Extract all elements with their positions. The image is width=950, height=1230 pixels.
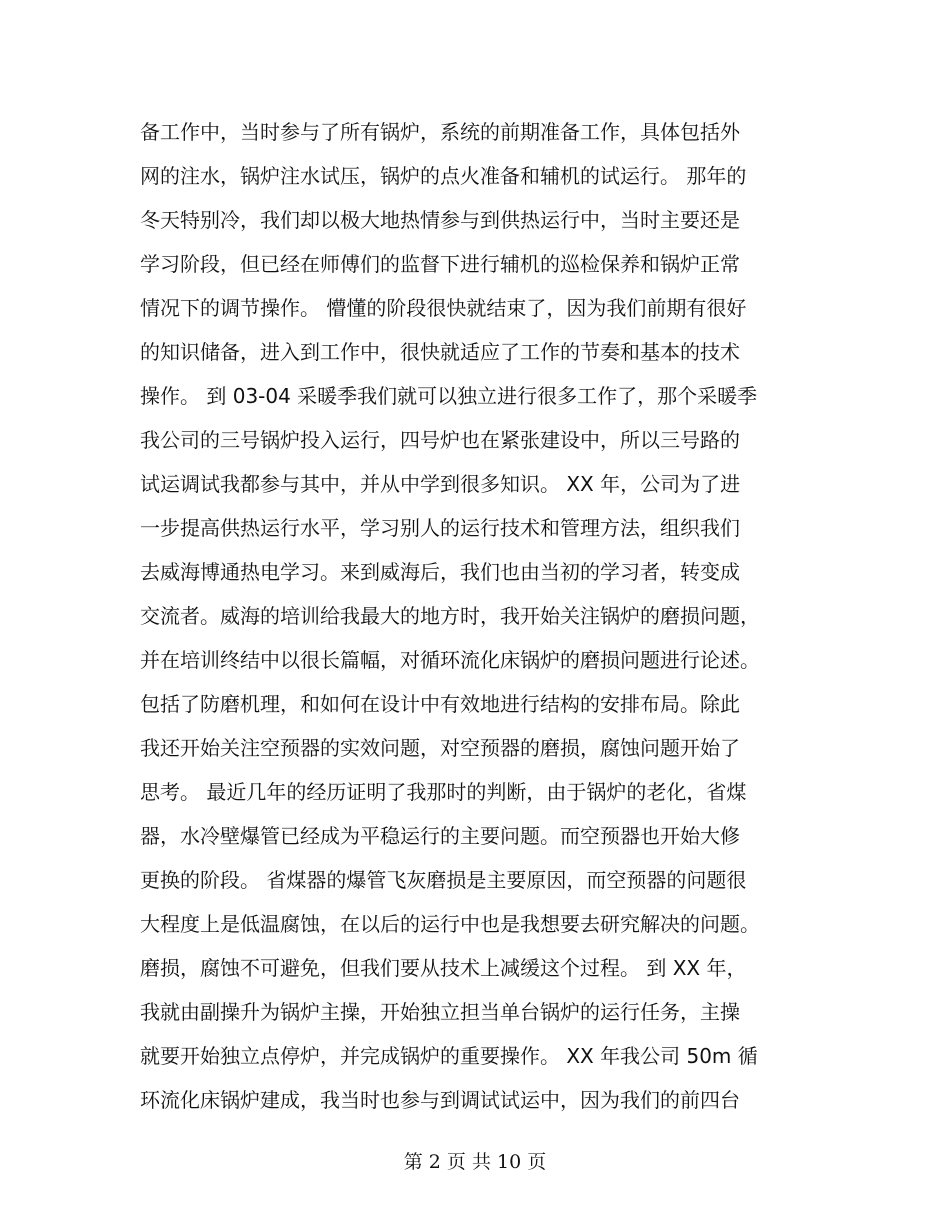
text-line-15: 我还开始关注空预器的实效问题，对空预器的磨损，腐蚀问题开始了	[140, 736, 740, 760]
text-line-23: 环流化床锅炉建成，我当时也参与到调试试运中，因为我们的前四台	[140, 1088, 740, 1112]
text-line-5: 情况下的调节操作。 懵懂的阶段很快就结束了，因为我们前期有很好	[140, 296, 747, 320]
text-line-7: 操作。 到 03-04 采暖季我们就可以独立进行很多工作了，那个采暖季	[140, 384, 758, 408]
text-line-10: 一步提高供热运行水平，学习别人的运行技术和管理方法，组织我们	[140, 516, 740, 540]
page-footer	[0, 1147, 950, 1177]
text-line-17: 器，水冷壁爆管已经成为平稳运行的主要问题。而空预器也开始大修	[140, 824, 740, 848]
text-line-4: 学习阶段，但已经在师傅们的监督下进行辅机的巡检保养和锅炉正常	[140, 252, 740, 276]
text-line-3: 冬天特别冷，我们却以极大地热情参与到供热运行中，当时主要还是	[140, 208, 740, 232]
page-number-label: 第 2 页 共 10 页	[403, 1151, 547, 1173]
text-line-20: 磨损，腐蚀不可避免，但我们要从技术上减缓这个过程。 到 XX 年，	[140, 956, 747, 980]
text-line-12: 交流者。威海的培训给我最大的地方时，我开始关注锅炉的磨损问题，	[140, 604, 760, 628]
text-line-22: 就要开始独立点停炉，并完成锅炉的重要操作。 XX 年我公司 50m 循	[140, 1044, 758, 1068]
text-line-14: 包括了防磨机理，和如何在设计中有效地进行结构的安排布局。除此	[140, 692, 740, 716]
text-line-19: 大程度上是低温腐蚀，在以后的运行中也是我想要去研究解决的问题。	[140, 912, 760, 936]
text-line-2: 网的注水，锅炉注水试压，锅炉的点火准备和辅机的试运行。 那年的	[140, 164, 747, 188]
text-line-21: 我就由副操升为锅炉主操，开始独立担当单台锅炉的运行任务，主操	[140, 1000, 740, 1024]
text-line-18: 更换的阶段。 省煤器的爆管飞灰磨损是主要原因，而空预器的问题很	[140, 868, 747, 892]
text-line-16: 思考。 最近几年的经历证明了我那时的判断，由于锅炉的老化，省煤	[140, 780, 747, 804]
text-line-11: 去威海博通热电学习。来到威海后，我们也由当初的学习者，转变成	[140, 560, 740, 584]
text-line-9: 试运调试我都参与其中，并从中学到很多知识。 XX 年，公司为了进	[140, 472, 741, 496]
text-line-6: 的知识储备，进入到工作中，很快就适应了工作的节奏和基本的技术	[140, 340, 740, 364]
text-line-13: 并在培训终结中以很长篇幅，对循环流化床锅炉的磨损问题进行论述。	[140, 648, 760, 672]
text-line-1: 备工作中，当时参与了所有锅炉，系统的前期准备工作，具体包括外	[140, 120, 740, 144]
body-text	[140, 110, 820, 1122]
text-line-8: 我公司的三号锅炉投入运行，四号炉也在紧张建设中，所以三号路的	[140, 428, 740, 452]
